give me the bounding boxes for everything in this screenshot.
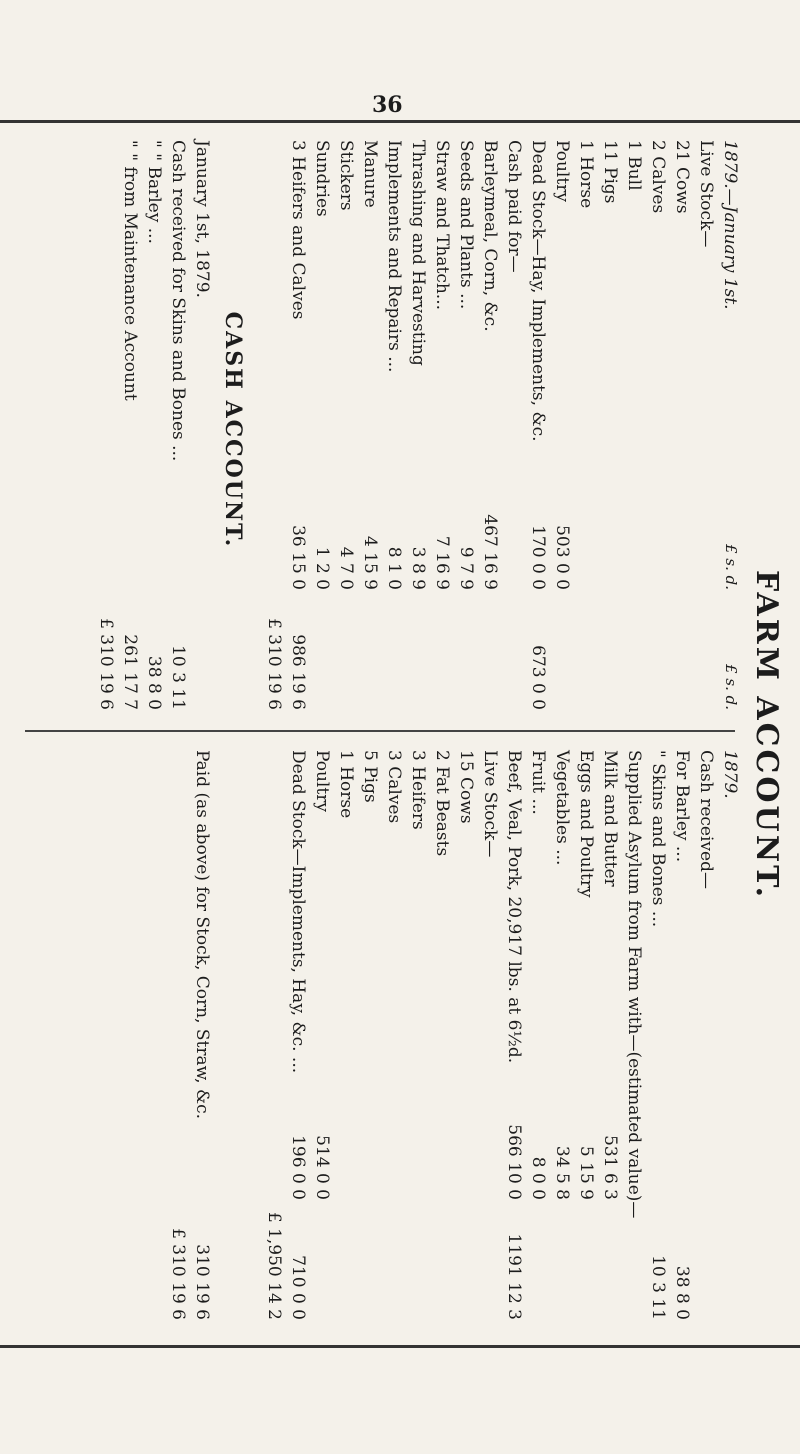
row-label: Dead Stock—Hay, Implements, &c. (528, 140, 548, 442)
row-amount: 10 3 11 (648, 1255, 668, 1320)
cash-debit-total: £ 310 19 6 (96, 618, 116, 710)
ledger-row (572, 750, 596, 1330)
row-amount: 4 15 9 (360, 535, 380, 590)
row-label: 5 Pigs (360, 750, 380, 803)
row-label: Poultry (312, 750, 332, 812)
row-label: Fruit ... (528, 750, 548, 815)
row-label: Beef, Veal, Pork, 20,917 lbs. at 6½d. (504, 750, 524, 1064)
row-amount: 38 8 0 (144, 655, 164, 710)
row-amount: 196 0 0 (288, 1135, 308, 1200)
ledger-row (140, 140, 164, 720)
ledger-row (500, 750, 524, 1330)
cash-account-heading: CASH ACCOUNT. (220, 311, 246, 549)
ledger-row (188, 140, 212, 720)
ledger-row (476, 140, 500, 720)
farm-debit-column (20, 140, 740, 720)
ledger-row (548, 750, 572, 1330)
row-amount: 8 1 0 (384, 546, 404, 590)
row-label: For Barley ... (672, 750, 692, 863)
row-label: Dead Stock—Implements, Hay, &c. ... (288, 750, 308, 1074)
row-label: " " from Maintenance Account (120, 140, 140, 401)
row-label: Manure (360, 140, 380, 208)
ledger-row (452, 750, 476, 1330)
row-label: 1 Horse (576, 140, 596, 209)
ledger-row (380, 140, 404, 720)
ledger-row (692, 750, 716, 1330)
row-amount: 38 8 0 (672, 1265, 692, 1320)
row-label: 11 Pigs (600, 140, 620, 204)
row-amount: 566 10 0 (504, 1124, 524, 1200)
ledger-row (452, 140, 476, 720)
row-label: 3 Heifers (408, 750, 428, 830)
farm-credit-date: 1879. (720, 750, 740, 799)
rotated-ledger-sheet (10, 130, 790, 1340)
row-amount: 7 16 9 (432, 535, 452, 590)
ledger-row (548, 140, 572, 720)
ledger-row (356, 140, 380, 720)
row-amount: 36 15 0 (288, 525, 308, 590)
ledger-row (572, 140, 596, 720)
row-amount: 673 0 0 (528, 645, 548, 710)
bottom-rule (0, 1345, 800, 1348)
row-amount: 514 0 0 (312, 1135, 332, 1200)
row-amount: 4 7 0 (336, 546, 356, 590)
row-label: Seeds and Plants ... (456, 140, 476, 310)
ledger-row (668, 140, 692, 720)
farm-credit-total: £ 1,950 14 2 (264, 1211, 284, 1320)
top-rule (0, 120, 800, 123)
row-label: Stickers (336, 140, 356, 211)
row-label: 21 Cows (672, 140, 692, 214)
row-amount: 261 17 7 (120, 634, 140, 710)
row-amount: 986 19 6 (288, 634, 308, 710)
row-label: Sundries (312, 140, 332, 217)
row-label: 2 Calves (648, 140, 668, 214)
row-label: Poultry (552, 140, 572, 202)
ledger-row (380, 750, 404, 1330)
farm-debit-total: £ 310 19 6 (264, 618, 284, 710)
ledger-row (308, 140, 332, 720)
ledger-row (404, 140, 428, 720)
farm-debit-date: 1879.—January 1st. £ s. d. £ s. d. (720, 140, 740, 710)
row-label: Cash paid for— (504, 140, 524, 273)
ledger-row (284, 750, 308, 1330)
ledger-row (620, 140, 644, 720)
row-label: Barleymeal, Corn, &c. (480, 140, 500, 332)
row-amount: 34 5 8 (552, 1145, 572, 1200)
row-label: Straw and Thatch... (432, 140, 452, 310)
row-amount: 170 0 0 (528, 525, 548, 590)
row-label: " Skins and Bones ... (648, 750, 668, 928)
row-amount: 3 8 9 (408, 546, 428, 590)
ledger-row (164, 140, 188, 720)
row-label: Live Stock— (480, 750, 500, 858)
row-amount: 310 19 6 (192, 1244, 212, 1320)
row-amount: 9 7 9 (456, 546, 476, 590)
row-label: Thrashing and Harvesting (408, 140, 428, 366)
row-label: Cash received— (696, 750, 716, 889)
row-label: Implements and Repairs ... (384, 140, 404, 373)
ledger-row (596, 750, 620, 1330)
row-label: " " Barley ... (144, 140, 164, 244)
row-amount: 503 0 0 (552, 525, 572, 590)
ledger-row (620, 750, 644, 1330)
ledger-row (116, 140, 140, 720)
ledger-row (524, 750, 548, 1330)
row-amount: 531 6 3 (600, 1135, 620, 1200)
farm-credit-column (20, 750, 740, 1330)
ledger-row (356, 750, 380, 1330)
row-label: Vegetables ... (552, 750, 572, 866)
row-label: 2 Fat Beasts (432, 750, 452, 857)
farm-account-title: FARM ACCOUNT. (749, 569, 784, 901)
ledger-row (692, 140, 716, 720)
row-amount: 1 2 0 (312, 546, 332, 590)
row-label: January 1st, 1879. (192, 140, 212, 298)
row-amount: 710 0 0 (288, 1255, 308, 1320)
row-amount: 8 0 0 (528, 1156, 548, 1200)
row-amount: 10 3 11 (168, 645, 188, 710)
ledger-row (524, 140, 548, 720)
row-label: Live Stock— (696, 140, 716, 248)
ledger-row (404, 750, 428, 1330)
cash-credit-total: £ 310 19 6 (168, 1228, 188, 1320)
ledger-row (428, 140, 452, 720)
page-number: 36 (372, 92, 403, 118)
row-label: Supplied Asylum from Farm with—(estimated value)— (624, 750, 644, 1219)
row-label: 15 Cows (456, 750, 476, 824)
ledger-row (284, 140, 308, 720)
row-label: Paid (as above) for Stock, Corn, Straw, &c. (192, 750, 212, 1120)
row-amount: 467 16 9 (480, 514, 500, 590)
ledger-row (644, 140, 668, 720)
column-divider (25, 730, 735, 732)
row-label: Cash received for Skins and Bones ... (168, 140, 188, 462)
ledger-row (332, 140, 356, 720)
row-label: 3 Heifers and Calves (288, 140, 308, 320)
row-amount: 1191 12 3 (504, 1233, 524, 1320)
ledger-row (308, 750, 332, 1330)
row-label: 3 Calves (384, 750, 404, 824)
row-amount: 5 15 9 (576, 1145, 596, 1200)
row-label: 1 Horse (336, 750, 356, 819)
ledger-row (428, 750, 452, 1330)
ledger-row (332, 750, 356, 1330)
row-label: 1 Bull (624, 140, 644, 191)
ledger-row (476, 750, 500, 1330)
row-label: Eggs and Poultry (576, 750, 596, 898)
ledger-row (500, 140, 524, 720)
row-label: Milk and Butter (600, 750, 620, 887)
ledger-row (188, 750, 212, 1330)
ledger-row (668, 750, 692, 1330)
ledger-row (596, 140, 620, 720)
ledger-row (644, 750, 668, 1330)
